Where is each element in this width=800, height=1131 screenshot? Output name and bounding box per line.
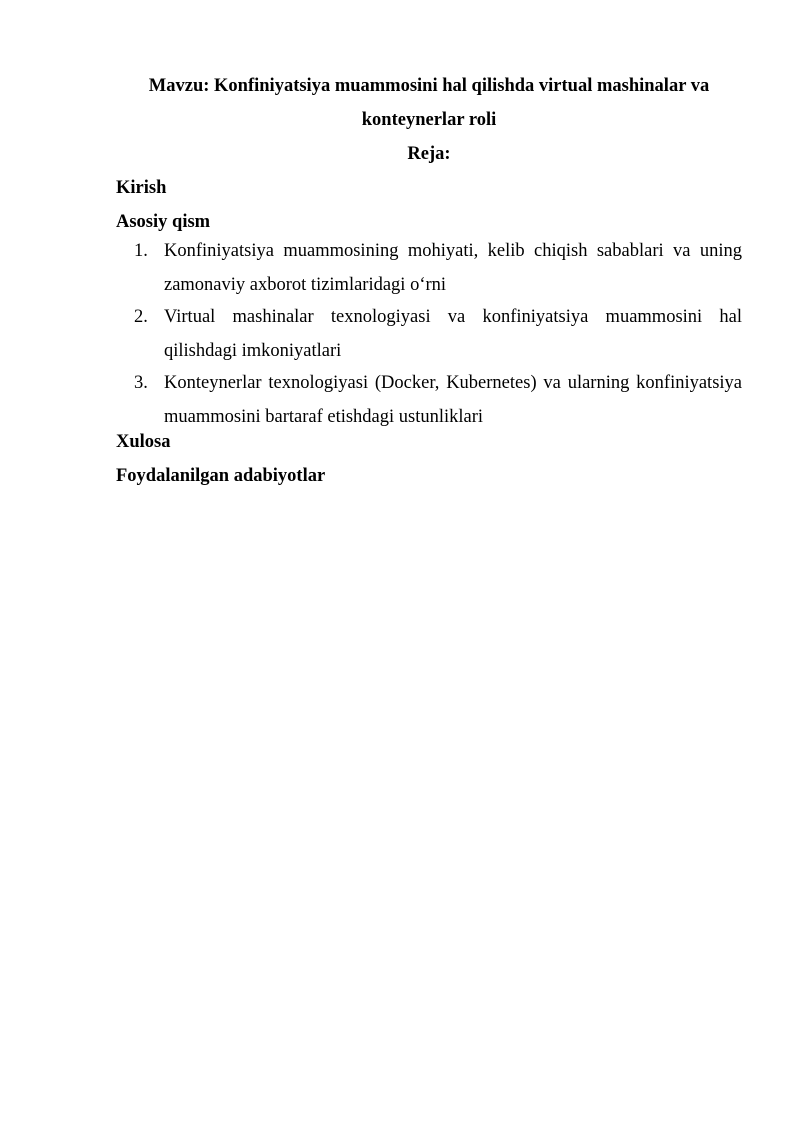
document-title-line-1: Mavzu: Konfiniyatsiya muammosini hal qilishda virtual mashinalar va [148, 76, 710, 96]
section-conclusion: Xulosa [116, 432, 171, 452]
section-main: Asosiy qism [116, 212, 211, 232]
list-item-text: Konfiniyatsiya muammosining mohiyati, kelib chiqish sabablari va uning zamonaviy axborot tizimlaridagi o‘rni [164, 241, 742, 295]
document-title-line-2: konteynerlar roli [361, 110, 497, 130]
list-item-number: 1. [134, 241, 148, 261]
list-item-text: Virtual mashinalar texnologiyasi va konfiniyatsiya muammosini hal qilishdagi imkoniyatlari [164, 307, 742, 361]
section-references: Foydalanilgan adabiyotlar [116, 466, 326, 486]
list-item [134, 234, 742, 302]
list-item-number: 2. [134, 307, 148, 327]
section-intro: Kirish [116, 178, 167, 198]
list-item-text: Konteynerlar texnologiyasi (Docker, Kubernetes) va ularning konfiniyatsiya muammosini bartaraf etishdagi ustunliklari [164, 373, 742, 427]
list-item [134, 366, 742, 434]
list-item [134, 300, 742, 368]
list-item-number: 3. [134, 373, 148, 393]
plan-heading: Reja: [407, 144, 451, 164]
